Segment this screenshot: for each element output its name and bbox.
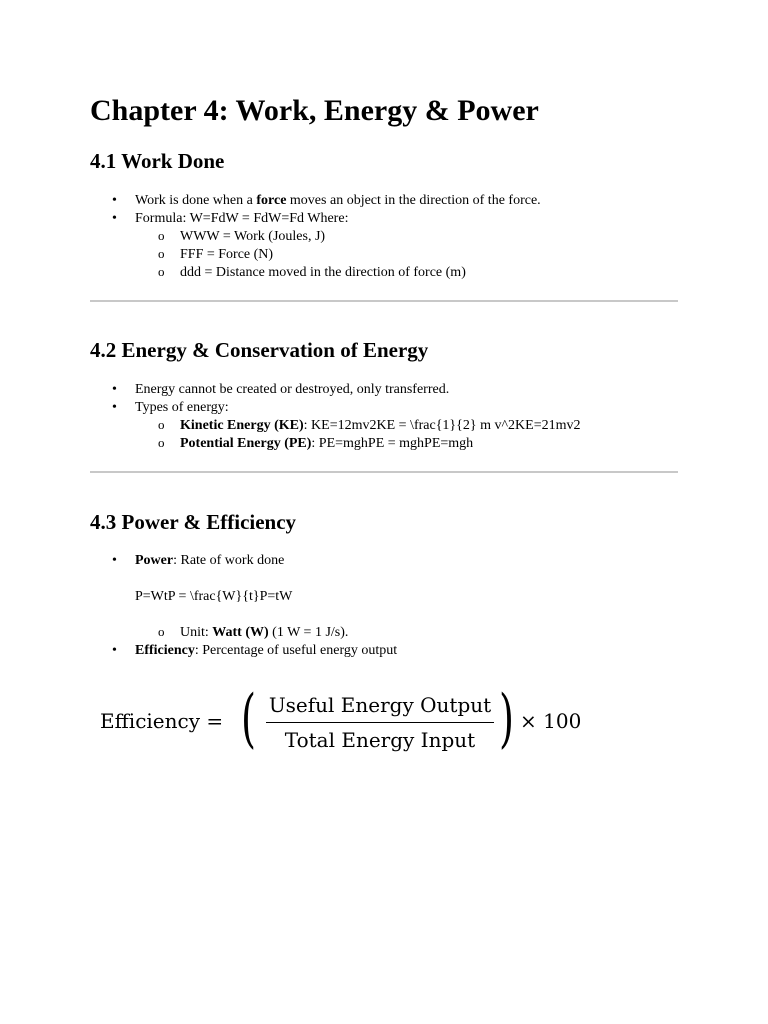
bullet-icon: •: [112, 553, 117, 568]
sub-bullet-icon: o: [158, 417, 165, 432]
efficiency-formula-lhs: Efficiency =: [100, 709, 224, 733]
sub-list-item-text: FFF = Force (N): [180, 247, 274, 262]
term-efficiency: Efficiency: [135, 643, 195, 658]
efficiency-formula-rhs: × 100: [520, 709, 582, 733]
list-item: [90, 192, 541, 210]
bullet-icon: •: [112, 382, 117, 397]
efficiency-formula: [100, 682, 660, 760]
sub-list-item-text: ddd = Distance moved in the direction of force (m): [180, 265, 466, 280]
sub-bullet-icon: o: [158, 435, 165, 450]
kinetic-energy-formula: : KE=12mv2KE = \frac{1}{2} m v^2KE=21mv2: [303, 418, 581, 433]
term-watt: Watt (W): [212, 625, 269, 640]
fraction-bar: [266, 722, 494, 723]
chapter-title: Chapter 4: Work, Energy & Power: [90, 94, 539, 127]
sub-list-item: [135, 417, 580, 435]
bullet-icon: •: [112, 193, 117, 208]
energy-list: [90, 381, 580, 453]
list-item: [90, 381, 580, 399]
term-force: force: [256, 193, 287, 208]
section-heading-work-done: 4.1 Work Done: [90, 149, 225, 173]
bullet-icon: •: [112, 643, 117, 658]
list-item: [90, 399, 580, 453]
efficiency-fraction: [262, 690, 498, 755]
term-potential-energy: Potential Energy (PE): [180, 436, 312, 451]
power-formula: P=WtP = \frac{W}{t}P=tW: [135, 589, 293, 604]
left-parenthesis: (: [240, 682, 256, 756]
list-item-text: Types of energy:: [135, 400, 229, 415]
sub-bullet-icon: o: [158, 246, 165, 261]
sub-bullet-icon: o: [158, 264, 165, 279]
energy-types-list: [135, 417, 580, 453]
list-item-text: Work is done when a: [135, 193, 257, 208]
fraction-numerator: Useful Energy Output: [268, 693, 492, 717]
list-item-text: moves an object in the direction of the force.: [286, 193, 541, 208]
fraction-denominator: Total Energy Input: [284, 728, 476, 752]
list-item: [90, 210, 541, 282]
list-item-text: : Percentage of useful energy output: [194, 643, 398, 658]
work-done-list: [90, 192, 541, 282]
sub-list-item-text: Unit:: [180, 625, 213, 640]
list-item: [90, 642, 397, 660]
list-item: [90, 552, 397, 642]
section-divider: [90, 300, 678, 302]
sub-list-item: [135, 228, 541, 246]
sub-list-item: [135, 264, 541, 282]
bullet-icon: •: [112, 400, 117, 415]
section-heading-energy: 4.2 Energy & Conservation of Energy: [90, 338, 429, 362]
list-item-text: : Rate of work done: [173, 553, 285, 568]
term-kinetic-energy: Kinetic Energy (KE): [180, 418, 304, 433]
term-power: Power: [135, 553, 174, 568]
potential-energy-formula: : PE=mghPE = mghPE=mgh: [311, 436, 474, 451]
sub-list-item-text: WWW = Work (Joules, J): [180, 229, 326, 244]
right-parenthesis: ): [498, 682, 514, 756]
power-unit-list: [135, 624, 397, 642]
power-list: [90, 552, 397, 660]
sub-list-item: [135, 624, 397, 642]
list-item-text: Energy cannot be created or destroyed, only transferred.: [135, 382, 450, 397]
bullet-icon: •: [112, 211, 117, 226]
sub-list-item-text: (1 W = 1 J/s).: [268, 625, 349, 640]
sub-bullet-icon: o: [158, 228, 165, 243]
list-item-text: Formula: W=FdW = FdW=Fd Where:: [135, 211, 349, 226]
sub-bullet-icon: o: [158, 624, 165, 639]
sub-list-item: [135, 246, 541, 264]
formula-variable-list: [135, 228, 541, 282]
section-heading-power: 4.3 Power & Efficiency: [90, 510, 297, 534]
sub-list-item: [135, 435, 580, 453]
section-divider: [90, 471, 678, 473]
